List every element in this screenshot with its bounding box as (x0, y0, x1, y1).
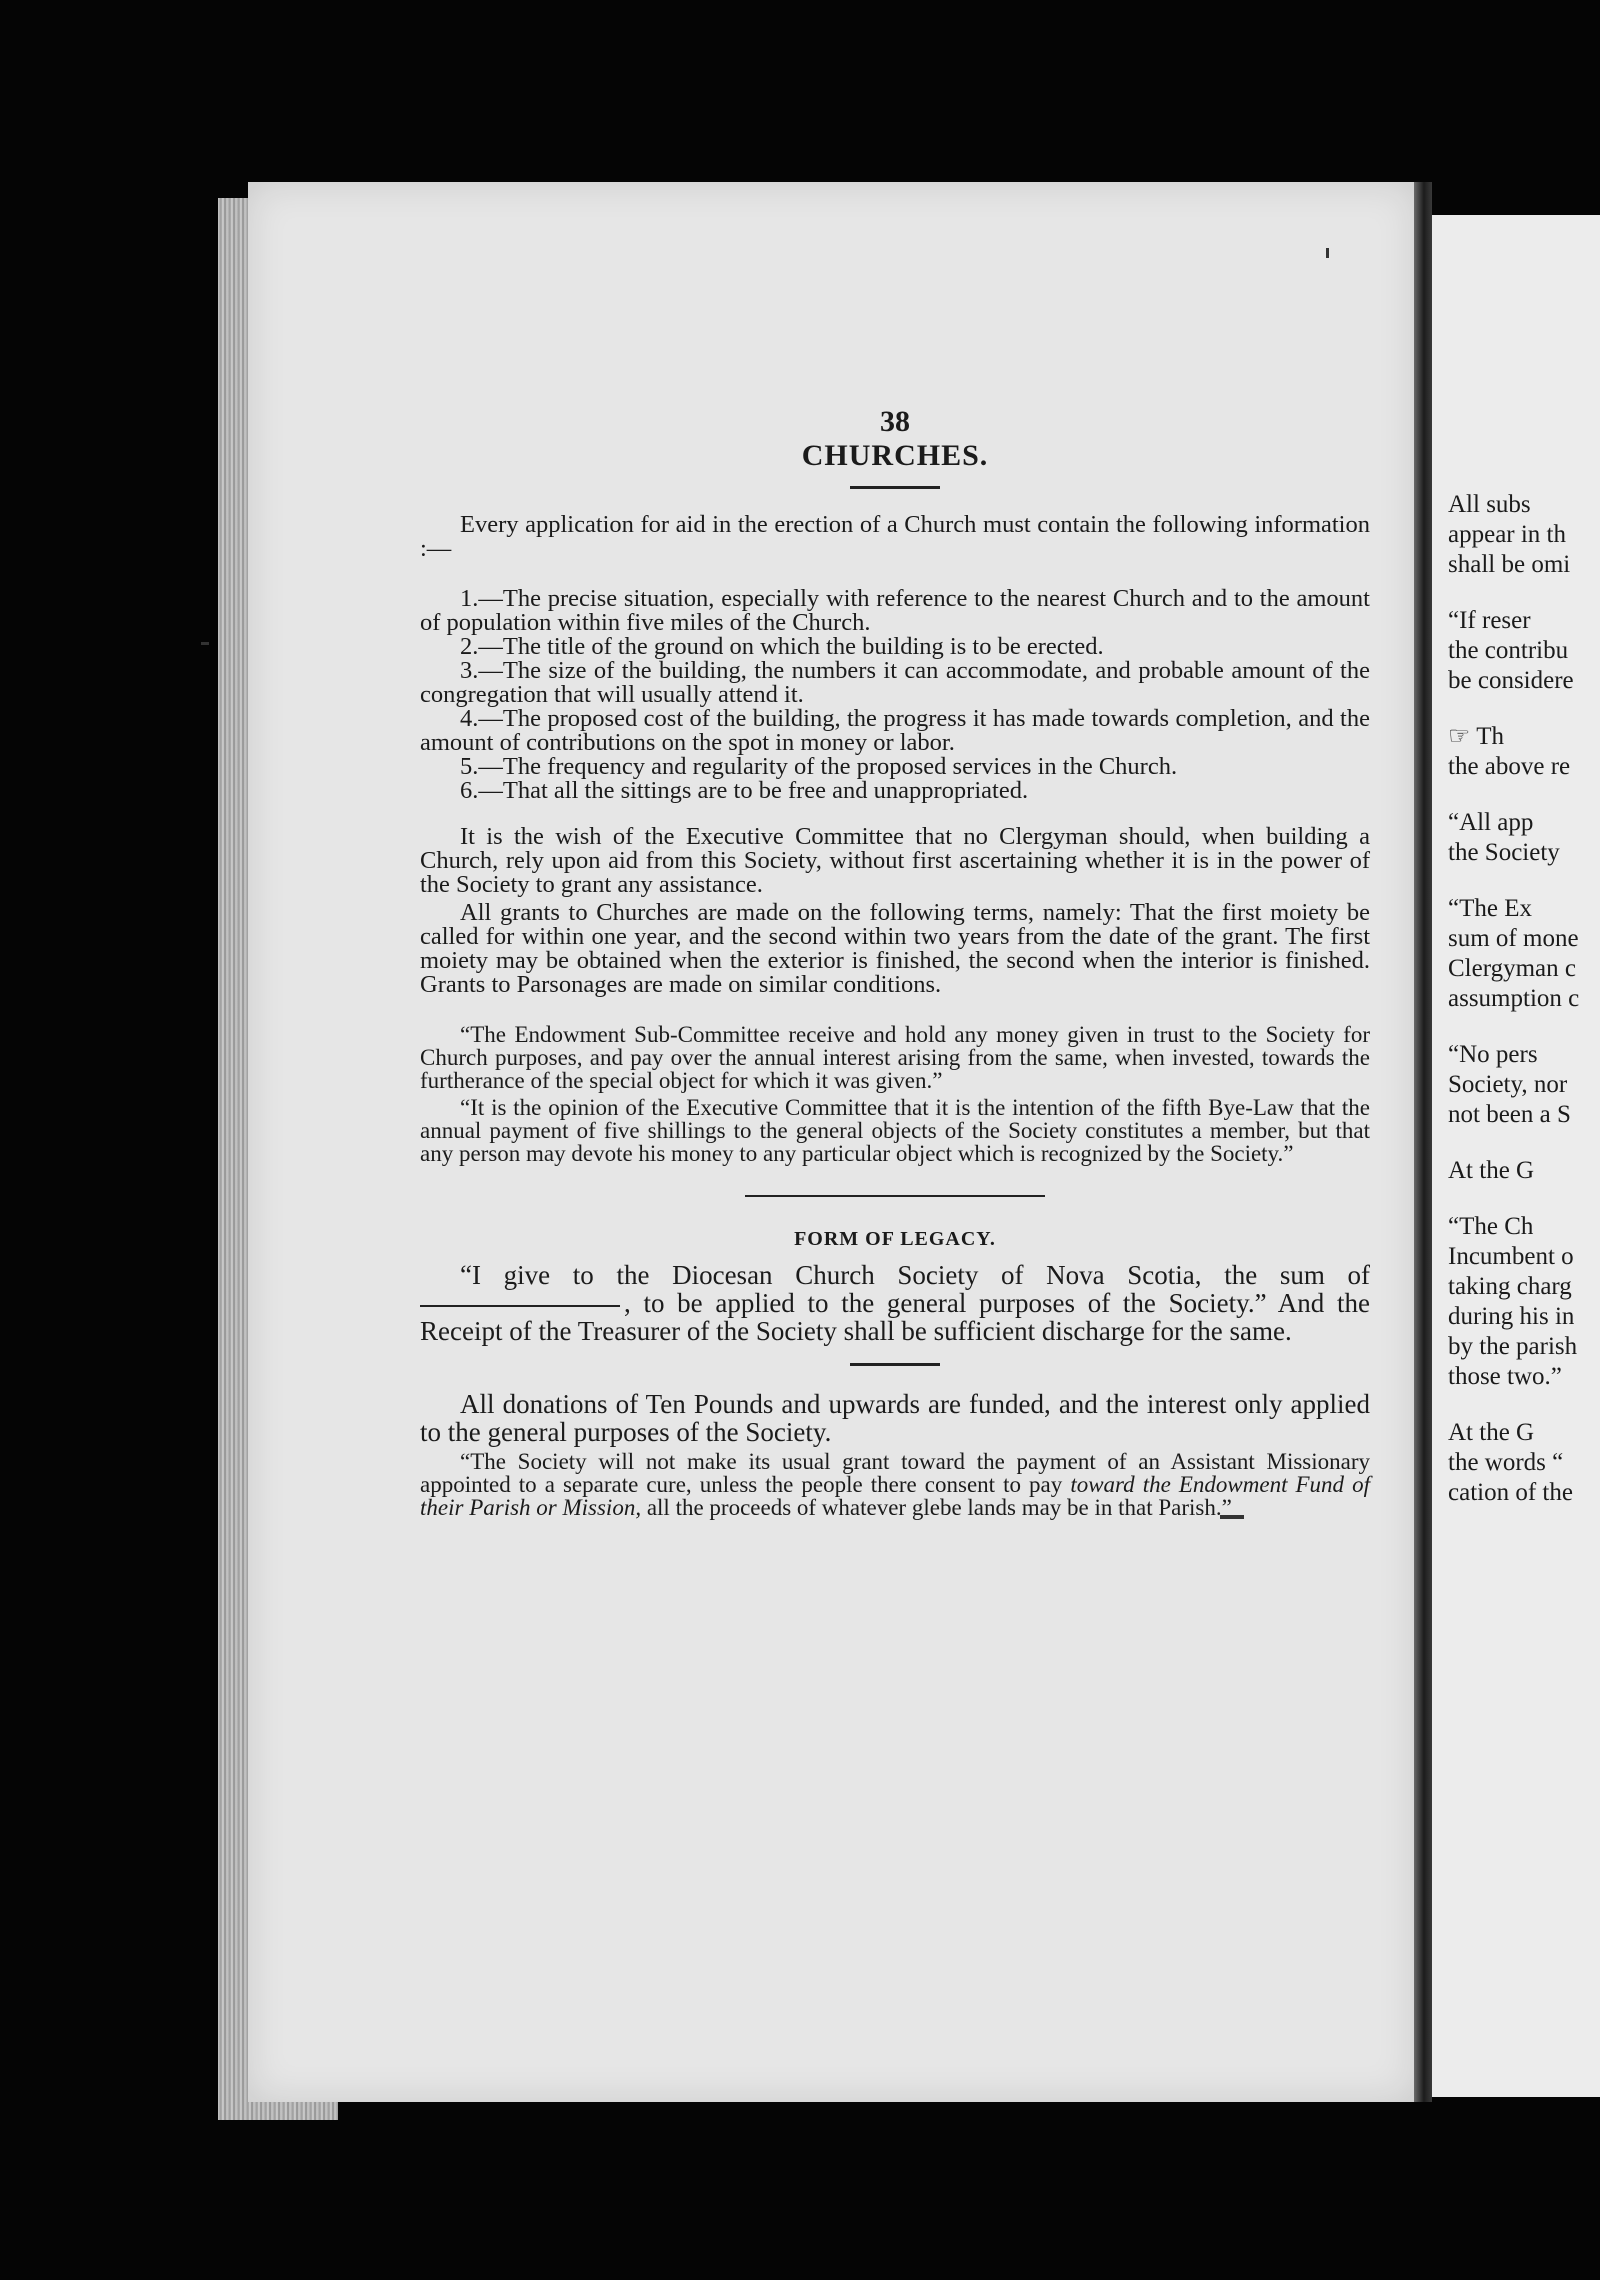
right-page-line: the contribu (1448, 637, 1569, 664)
right-page-line: the above re (1448, 753, 1571, 780)
right-page-line: not been a S (1448, 1101, 1571, 1128)
assistant-missionary-quote (420, 1450, 1370, 1519)
right-page-line: the Society (1448, 839, 1560, 866)
requirement-item: 2.—The title of the ground on which the building is to be erected. (460, 633, 1104, 660)
legacy-heading: FORM OF LEGACY. (794, 1228, 996, 1250)
left-page-text (420, 405, 1371, 1523)
right-page-line (1448, 580, 1600, 606)
right-page-line (1448, 868, 1600, 894)
donations-paragraph: All donations of Ten Pounds and upwards are funded, and the interest only applied to the general purposes of the Society. (420, 1389, 1370, 1447)
opinion-quote: “It is the opinion of the Executive Committee that it is the intention of the fifth Bye-Law that the annual payment of five shillings to the general objects of the Society constitutes a member, but that any person may devote his money to any particular object which is recognized by the Society.” (420, 1095, 1370, 1166)
assistant-quote-italic: toward the Endowment Fund of their Parish or Mission, (420, 1472, 1371, 1520)
page-number: 38 (880, 405, 910, 438)
right-page-line: assumption c (1448, 985, 1580, 1012)
legacy-text-end: , to be applied to the general purposes of the Society.” And the Receipt of the Treasurer of the Society shall be sufficient discharge for the same. (420, 1288, 1370, 1346)
right-page-line: by the parish (1448, 1333, 1578, 1360)
requirement-item: 3.—The size of the building, the numbers it can accommodate, and probable amount of the congregation that will usually attend it. (420, 657, 1370, 708)
page-blemish-mark (1326, 248, 1329, 258)
right-page-line: “If reser (1448, 607, 1531, 634)
intro-paragraph: Every application for aid in the erection of a Church must contain the following information :— (420, 511, 1370, 562)
right-page-line: those two.” (1448, 1363, 1562, 1390)
legacy-form (420, 1261, 1370, 1345)
right-page-line: “The Ch (1448, 1213, 1534, 1240)
right-page-line: “All app (1448, 809, 1534, 836)
right-page-line (1448, 1130, 1600, 1156)
right-page-line: appear in th (1448, 521, 1567, 548)
assistant-quote-end: all the proceeds of whatever glebe lands may be in that Parish.” (641, 1495, 1232, 1520)
right-page-line (1448, 782, 1600, 808)
grants-paragraph: All grants to Churches are made on the following terms, namely: That the first moiety be called for within one year, and the second within two years from the date of the grant. The first moiety may be obtained when the exterior is finished, the second when the interior is finished. Grants to Parsonages are made on similar conditions. (420, 899, 1370, 998)
right-page-line: be considere (1448, 667, 1574, 694)
right-page-line: Society, nor (1448, 1071, 1568, 1098)
right-page-line: the words “ (1448, 1449, 1564, 1476)
right-page-line: ☞ Th (1448, 723, 1504, 750)
requirement-item: 6.—That all the sittings are to be free and unappropriated. (460, 777, 1029, 804)
right-page-line: Clergyman c (1448, 955, 1576, 982)
heading-rule (850, 486, 940, 489)
right-page-line: At the G (1448, 1419, 1535, 1446)
section-divider (745, 1195, 1045, 1197)
right-page-line (1448, 1014, 1600, 1040)
right-page-text (1448, 490, 1600, 1508)
assistant-quote-start: “The Society will not make its usual grant toward the payment of an Assistant Missionary appointed to a separate cure, unless the people there consent to pay (420, 1449, 1370, 1497)
right-page-line (1448, 1392, 1600, 1418)
book-gutter (1414, 182, 1432, 2102)
requirement-item: 4.—The proposed cost of the building, the progress it has made towards completion, and the amount of contributions on the spot in money or labor. (420, 705, 1370, 756)
right-page-line (1448, 696, 1600, 722)
right-page-line: cation of the (1448, 1479, 1573, 1506)
right-page-line: shall be omi (1448, 551, 1571, 578)
right-page-line: At the G (1448, 1157, 1535, 1184)
right-page-line (1448, 1186, 1600, 1212)
right-page-line: All subs (1448, 491, 1531, 518)
right-page-line: “No pers (1448, 1041, 1538, 1068)
endowment-quote: “The Endowment Sub-Committee receive and hold any money given in trust to the Society for Church purposes, and pay over the annual interest arising from the same, when invested, towards the furtherance of the special object for which it was given.” (420, 1022, 1370, 1093)
legacy-blank-line (420, 1305, 620, 1307)
right-page-line: sum of mone (1448, 925, 1579, 952)
page-blemish-mark (201, 642, 209, 645)
wish-paragraph: It is the wish of the Executive Committee that no Clergyman should, when building a Church, rely upon aid from this Society, without first ascertaining whether it is in the power of the Society to grant any assistance. (420, 823, 1370, 898)
page-heading: CHURCHES. (801, 439, 989, 472)
legacy-rule (850, 1363, 940, 1366)
right-page-line: during his in (1448, 1303, 1575, 1330)
right-page-line: “The Ex (1448, 895, 1532, 922)
requirement-item: 5.—The frequency and regularity of the proposed services in the Church. (460, 753, 1178, 780)
requirement-item: 1.—The precise situation, especially with reference to the nearest Church and to the amount of population within five miles of the Church. (420, 585, 1370, 636)
right-page-line: Incumbent o (1448, 1243, 1574, 1270)
legacy-text-start: “I give to the Diocesan Church Society of Nova Scotia, the sum of (460, 1260, 1370, 1290)
right-page-line: taking charg (1448, 1273, 1572, 1300)
